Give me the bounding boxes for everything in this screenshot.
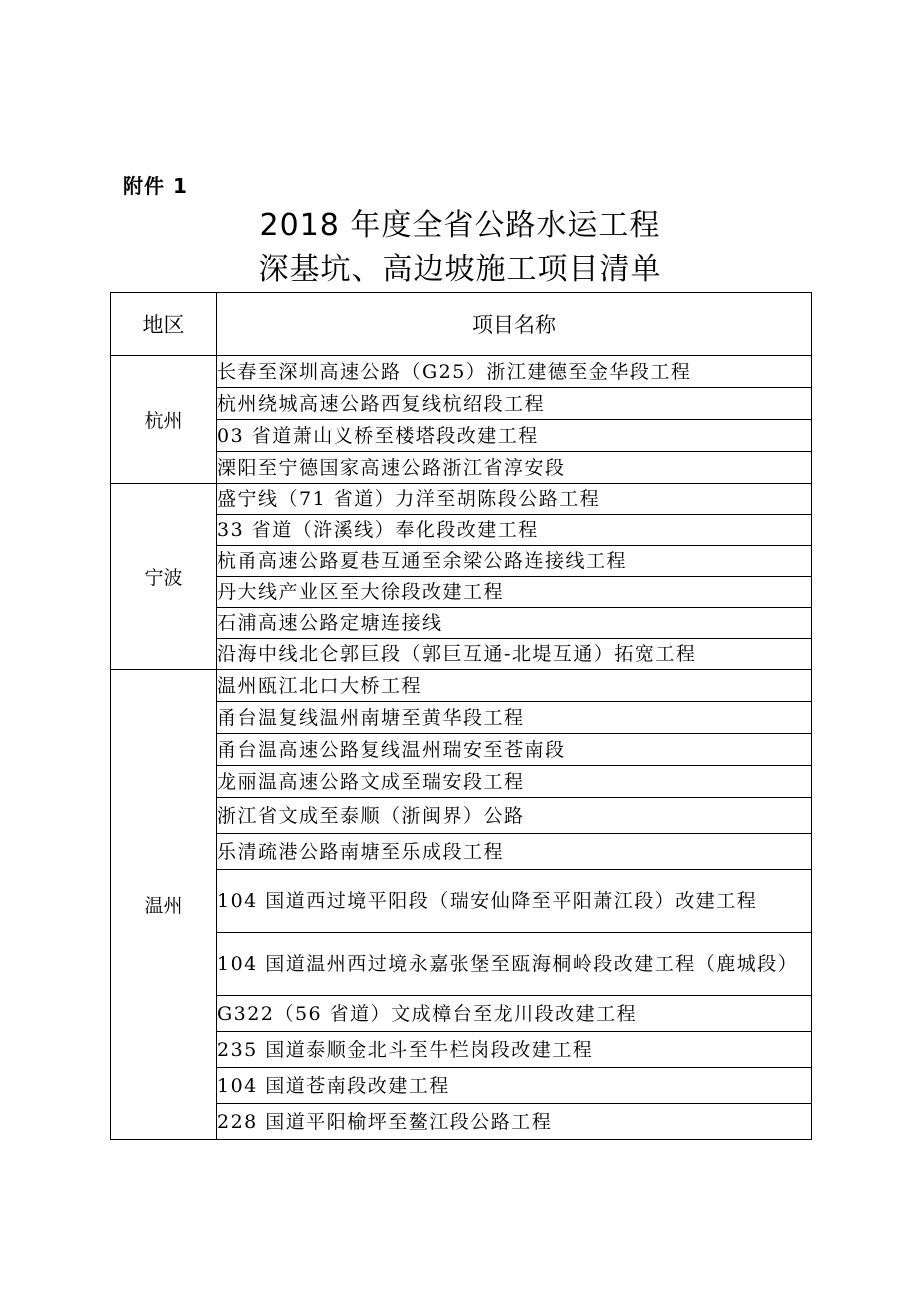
attachment-label: 附件 1 xyxy=(123,174,188,198)
table-row xyxy=(111,577,812,608)
project-cell: 104 国道西过境平阳段（瑞安仙降至平阳萧江段）改建工程 xyxy=(217,870,812,933)
region-cell-ningbo: 宁波 xyxy=(111,484,217,670)
document-title-line-1: 2018 年度全省公路水运工程 xyxy=(259,208,661,243)
table-row xyxy=(111,1032,812,1068)
project-cell: 浙江省文成至泰顺（浙闽界）公路 xyxy=(217,798,812,834)
header-region: 地区 xyxy=(111,293,217,356)
table-row xyxy=(111,356,812,388)
project-cell: 33 省道（浒溪线）奉化段改建工程 xyxy=(217,515,812,546)
table-row xyxy=(111,834,812,870)
table-row xyxy=(111,996,812,1032)
table-row xyxy=(111,484,812,515)
table-row xyxy=(111,1104,812,1140)
project-cell: 温州瓯江北口大桥工程 xyxy=(217,670,812,702)
table-row xyxy=(111,798,812,834)
table-row xyxy=(111,734,812,766)
project-cell: 丹大线产业区至大徐段改建工程 xyxy=(217,577,812,608)
header-project-name: 项目名称 xyxy=(217,293,812,356)
project-cell: 石浦高速公路定塘连接线 xyxy=(217,608,812,639)
project-cell: G322（56 省道）文成樟台至龙川段改建工程 xyxy=(217,996,812,1032)
table-row xyxy=(111,515,812,546)
table-row xyxy=(111,670,812,702)
project-cell: 235 国道泰顺金北斗至牛栏岗段改建工程 xyxy=(217,1032,812,1068)
table-row xyxy=(111,608,812,639)
project-list-table xyxy=(110,292,812,1140)
table-row xyxy=(111,388,812,420)
table-row xyxy=(111,452,812,484)
table-row xyxy=(111,870,812,933)
document-title-line-2: 深基坑、高边坡施工项目清单 xyxy=(258,252,662,287)
project-cell: 长春至深圳高速公路（G25）浙江建德至金华段工程 xyxy=(217,356,812,388)
project-cell: 乐清疏港公路南塘至乐成段工程 xyxy=(217,834,812,870)
project-cell: 104 国道温州西过境永嘉张堡至瓯海桐岭段改建工程（鹿城段） xyxy=(217,933,812,996)
table-row xyxy=(111,702,812,734)
project-cell: 甬台温高速公路复线温州瑞安至苍南段 xyxy=(217,734,812,766)
project-cell: 甬台温复线温州南塘至黄华段工程 xyxy=(217,702,812,734)
project-cell: 228 国道平阳榆坪至鳌江段公路工程 xyxy=(217,1104,812,1140)
region-cell-hangzhou: 杭州 xyxy=(111,356,217,484)
project-cell: 杭甬高速公路夏巷互通至余梁公路连接线工程 xyxy=(217,546,812,577)
project-cell: 龙丽温高速公路文成至瑞安段工程 xyxy=(217,766,812,798)
table-row xyxy=(111,639,812,670)
project-cell: 杭州绕城高速公路西复线杭绍段工程 xyxy=(217,388,812,420)
project-cell: 沿海中线北仑郭巨段（郭巨互通-北堤互通）拓宽工程 xyxy=(217,639,812,670)
table-row xyxy=(111,420,812,452)
project-cell: 盛宁线（71 省道）力洋至胡陈段公路工程 xyxy=(217,484,812,515)
table-row xyxy=(111,1068,812,1104)
table-header-row xyxy=(111,293,812,356)
table-row xyxy=(111,546,812,577)
table-row xyxy=(111,933,812,996)
table-row xyxy=(111,766,812,798)
project-cell: 溧阳至宁德国家高速公路浙江省淳安段 xyxy=(217,452,812,484)
project-cell: 03 省道萧山义桥至楼塔段改建工程 xyxy=(217,420,812,452)
region-cell-wenzhou: 温州 xyxy=(111,670,217,1140)
project-cell: 104 国道苍南段改建工程 xyxy=(217,1068,812,1104)
